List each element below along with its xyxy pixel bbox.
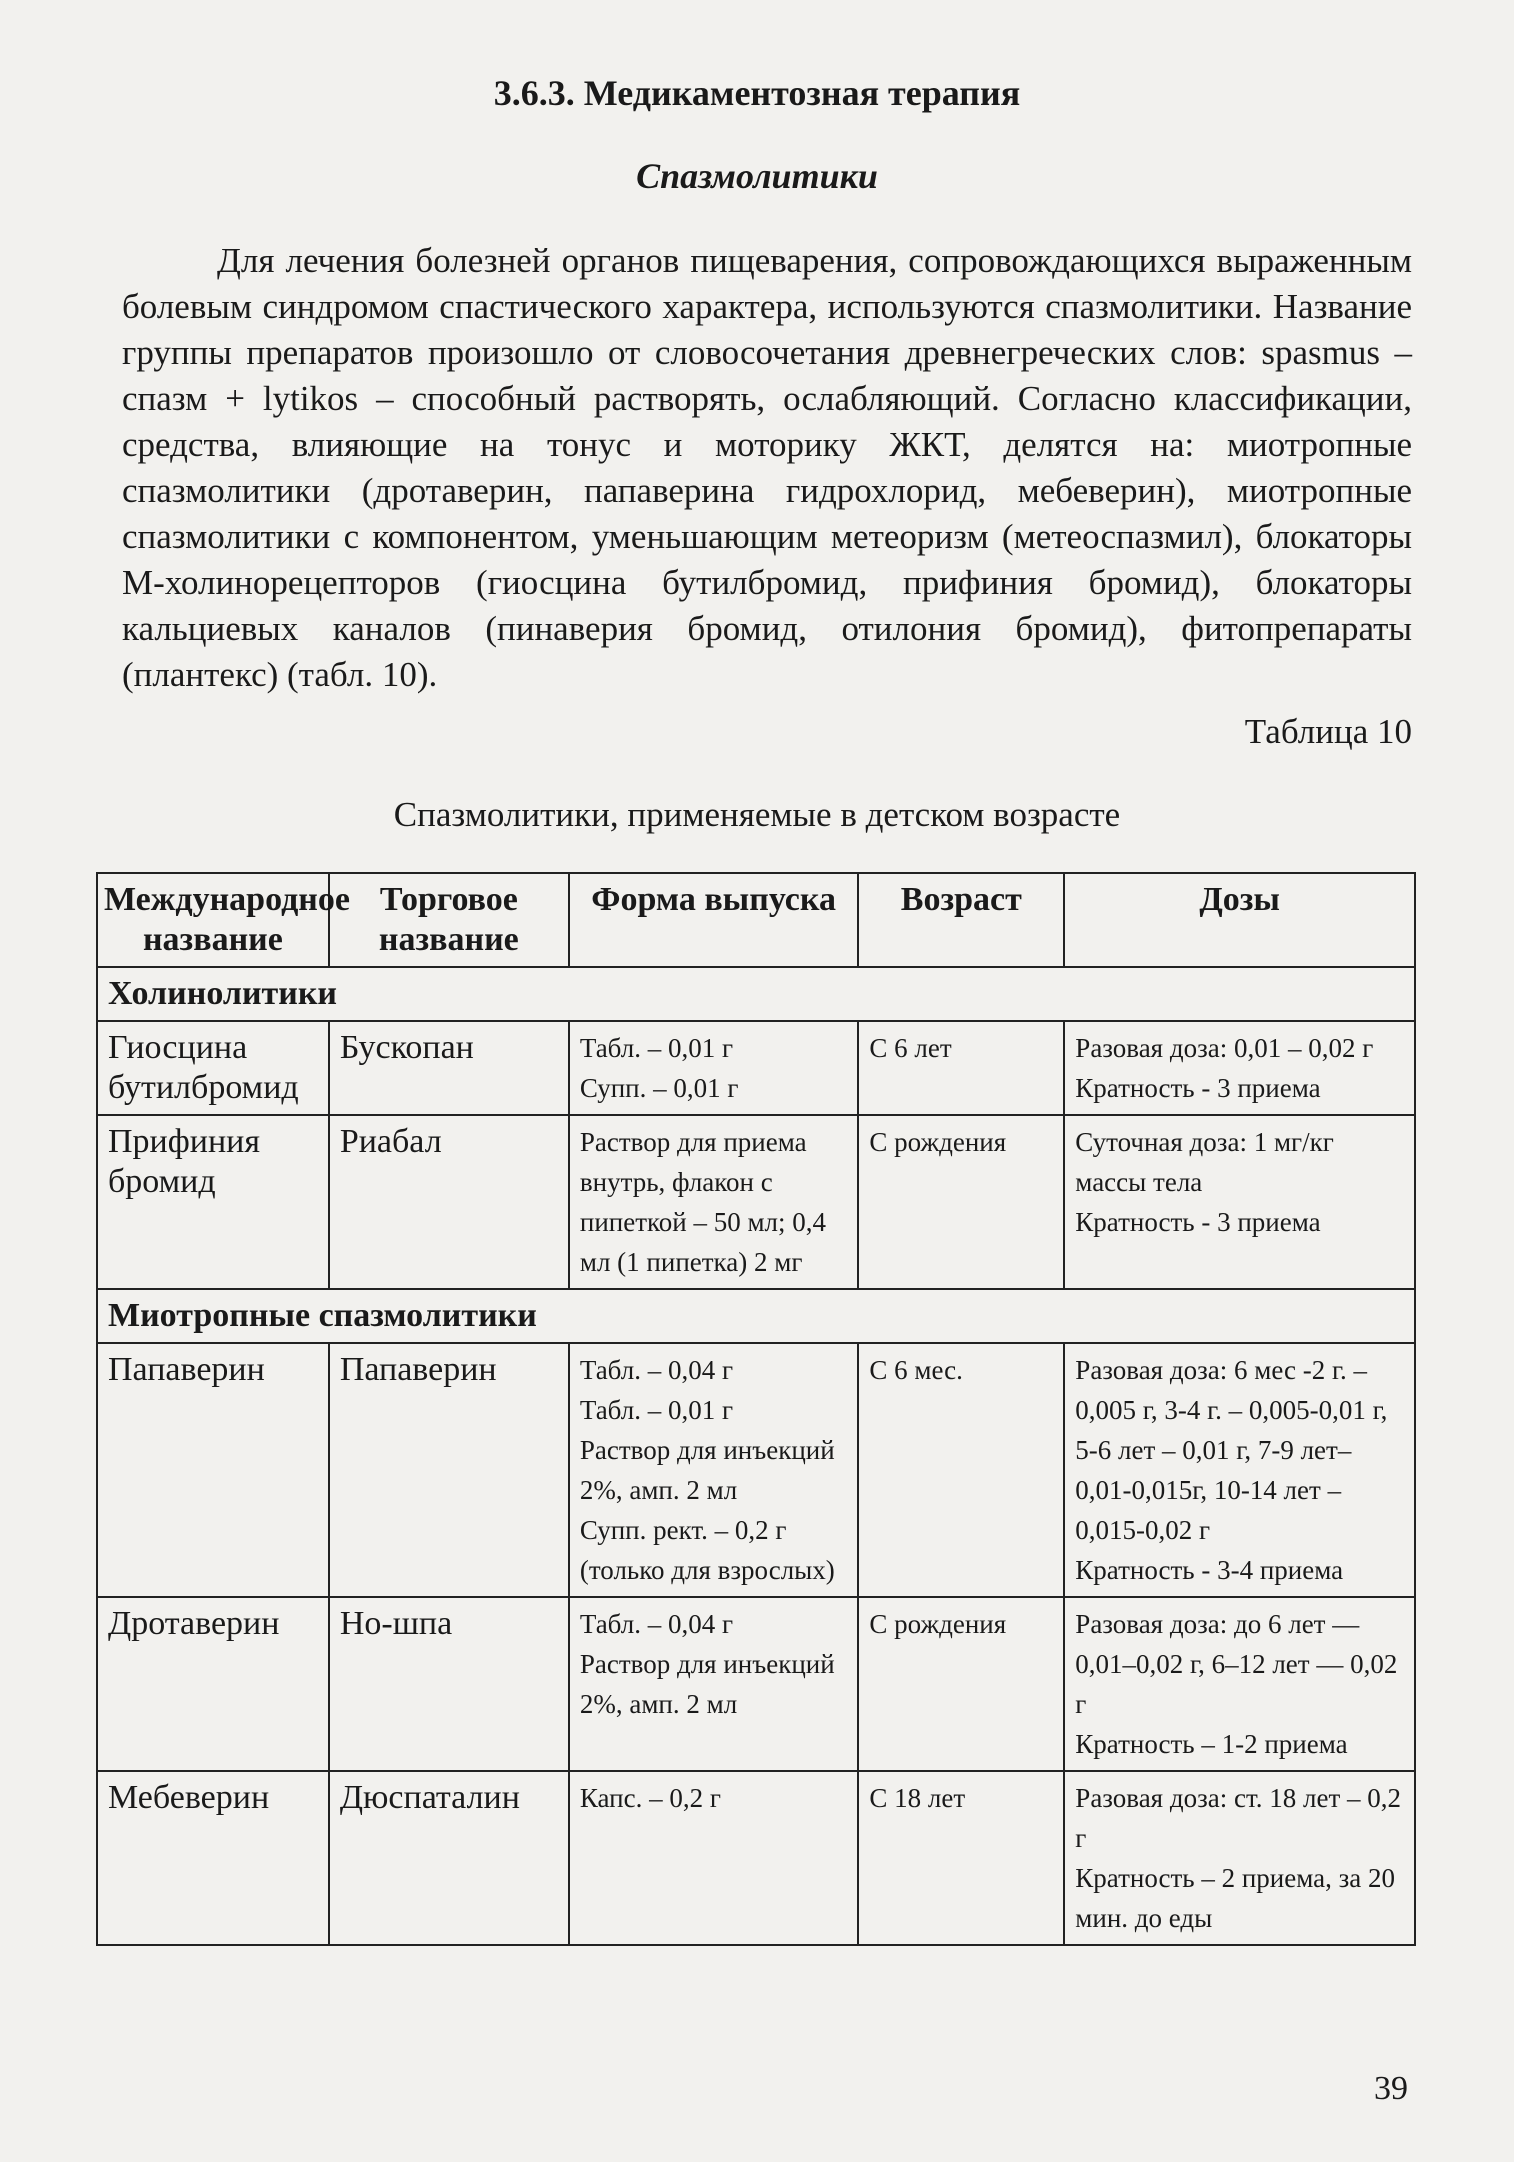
form-cell — [569, 1343, 858, 1597]
intl-name-cell: Гиосцина бутилбромид — [97, 1021, 329, 1115]
table-row — [97, 1115, 1415, 1289]
dose-line: Кратность - 3-4 приема — [1075, 1555, 1344, 1585]
dose-cell — [1064, 1771, 1415, 1945]
table-row — [97, 1597, 1415, 1771]
header-age: Возраст — [858, 873, 1064, 967]
dose-line: Кратность - 3 приема — [1075, 1207, 1321, 1237]
table-number: Таблица 10 — [1244, 712, 1412, 751]
dose-line: Разовая доза: 0,01 – 0,02 г Кратность - 3 приема — [1075, 1033, 1374, 1103]
form-line: Табл. – 0,04 г — [579, 1609, 734, 1639]
dose-line: Разовая доза: 6 мес -2 г. – 0,005 г, 3-4 г. – 0,005-0,01 г, 5-6 лет – 0,01 г, 7-9 лет–0,01-0,015г, 10-14 лет – 0,015-0,02 г — [1075, 1355, 1388, 1545]
intl-name-cell: Дротаверин — [97, 1597, 329, 1771]
dose-line: Кратность – 1-2 приема — [1075, 1729, 1348, 1759]
intl-name-cell: Папаверин — [97, 1343, 329, 1597]
dose-line: Разовая доза: до 6 лет — 0,01–0,02 г, 6–12 лет — 0,02 г — [1075, 1609, 1398, 1719]
form-cell — [569, 1115, 858, 1289]
group-row — [97, 967, 1415, 1021]
table-row — [97, 1021, 1415, 1115]
trade-name-cell: Но-шпа — [329, 1597, 569, 1771]
intro-paragraph: Для лечения болезней органов пищеварения, сопровождающихся выраженным болевым синдромом спастического характера, используются спазмолитики. Название группы препаратов произошло от словосочетания древнегреческих слов: spasmus – спазм + lytikos – способный растворять, ослабляющий. Согласно классификации, средства, влияющие на тонус и моторику ЖКТ, делятся на: миотропные спазмолитики (дротаверин, папаверина гидрохлорид, мебеверин), миотропные спазмолитики с компонентом, уменьшающим метеоризм (метеоспазмил), блокаторы М-холинорецепторов (гиосцина бутилбромид, прифиния бромид), блокаторы кальциевых каналов (пинаверия бромид, отилония бромид), фитопрепараты (плантекс) (табл. 10). — [122, 241, 1412, 694]
form-line: Раствор для приема внутрь, флакон с пипеткой – 50 мл; 0,4 мл (1 пипетка) 2 мг — [579, 1127, 827, 1277]
table-header-row — [97, 873, 1415, 967]
dose-cell — [1064, 1115, 1415, 1289]
form-line: Супп. – 0,01 г — [579, 1073, 739, 1103]
form-line: Раствор для инъекций 2%, амп. 2 мл — [579, 1435, 835, 1505]
dose-cell — [1064, 1597, 1415, 1771]
page-number: 39 — [1374, 2070, 1408, 2107]
trade-name-cell: Риабал — [329, 1115, 569, 1289]
subtitle: Спазмолитики — [636, 156, 878, 196]
dose-cell — [1064, 1021, 1415, 1115]
header-form: Форма выпуска — [569, 873, 858, 967]
header-trade-name: Торговое название — [329, 873, 569, 967]
intl-name-cell: Мебеверин — [97, 1771, 329, 1945]
trade-name-cell: Папаверин — [329, 1343, 569, 1597]
age-cell: С 6 лет — [858, 1021, 1064, 1115]
group-row — [97, 1289, 1415, 1343]
drugs-table — [96, 872, 1416, 1946]
table-row — [97, 1771, 1415, 1945]
form-cell — [569, 1597, 858, 1771]
form-cell — [569, 1771, 858, 1945]
form-line: Супп. рект. – 0,2 г (только для взрослых) — [579, 1515, 835, 1585]
dose-line: Суточная доза: 1 мг/кг массы тела — [1075, 1127, 1334, 1197]
form-line: Табл. – 0,04 г — [579, 1355, 734, 1385]
form-cell — [569, 1021, 858, 1115]
form-line: Раствор для инъекций 2%, амп. 2 мл — [579, 1649, 835, 1719]
age-cell: С рождения — [858, 1115, 1064, 1289]
form-line: Капс. – 0,2 г — [579, 1783, 721, 1813]
dose-cell — [1064, 1343, 1415, 1597]
dose-line: Кратность – 2 приема, за 20 мин. до еды — [1075, 1863, 1396, 1933]
trade-name-cell: Дюспаталин — [329, 1771, 569, 1945]
header-intl-name: Международное название — [97, 873, 329, 967]
trade-name-cell: Бускопан — [329, 1021, 569, 1115]
intl-name-cell: Прифиния бромид — [97, 1115, 329, 1289]
table-caption: Спазмолитики, применяемые в детском возрасте — [393, 795, 1121, 834]
form-line: Табл. – 0,01 г — [579, 1395, 734, 1425]
dose-line: Разовая доза: ст. 18 лет – 0,2 г — [1075, 1783, 1401, 1853]
form-line: Табл. – 0,01 г — [579, 1033, 734, 1063]
table-row — [97, 1343, 1415, 1597]
group-name: Миотропные спазмолитики — [97, 1289, 1415, 1343]
section-title: 3.6.3. Медикаментозная терапия — [493, 73, 1021, 113]
age-cell: С рождения — [858, 1597, 1064, 1771]
header-doses: Дозы — [1064, 873, 1415, 967]
age-cell: С 6 мес. — [858, 1343, 1064, 1597]
group-name: Холинолитики — [97, 967, 1415, 1021]
age-cell: С 18 лет — [858, 1771, 1064, 1945]
